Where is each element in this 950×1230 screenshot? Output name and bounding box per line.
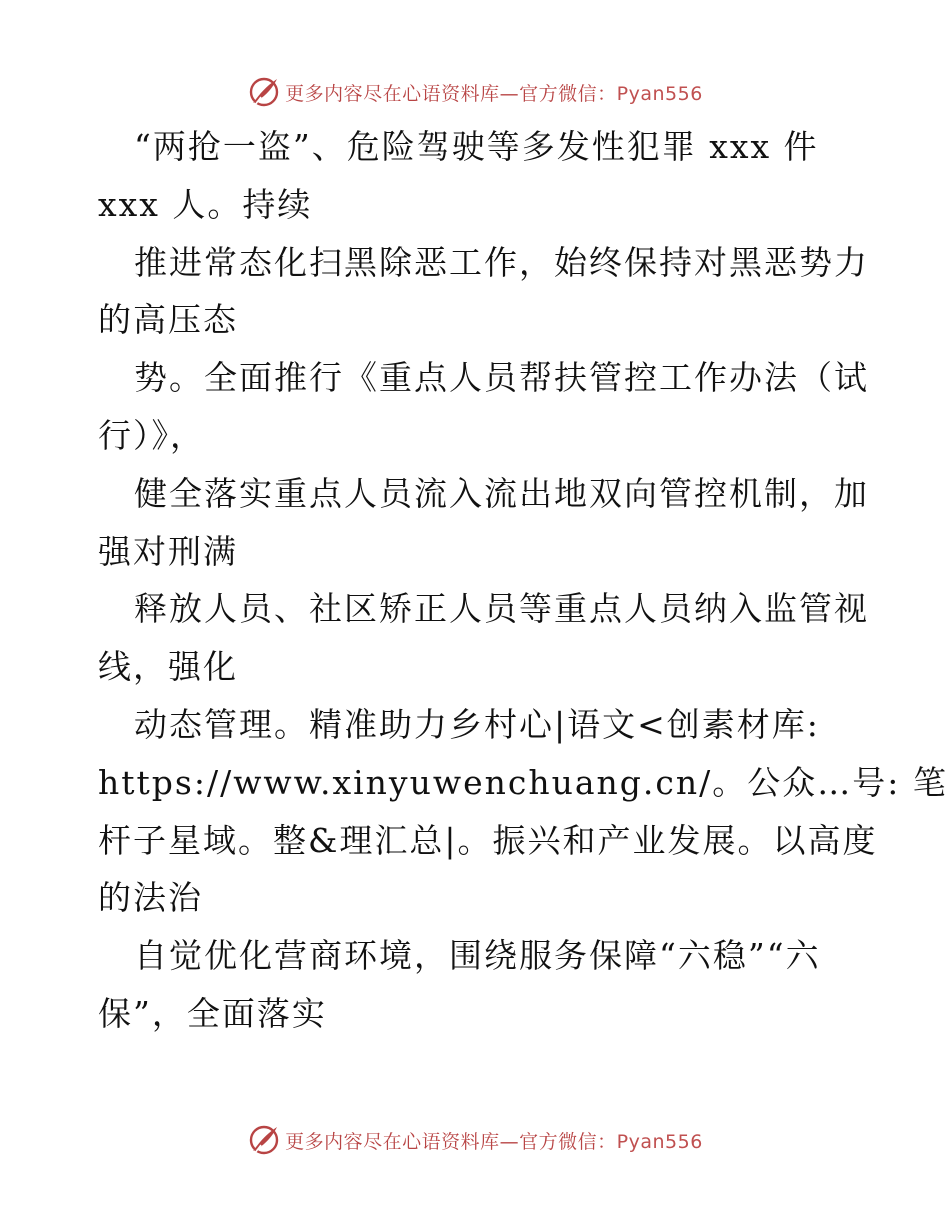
- body-line: 势。全面推行《重点人员帮扶管控工作办法（试: [134, 358, 869, 398]
- body-line: “两抢一盗”、危险驾驶等多发性犯罪 xxx 件: [134, 127, 819, 166]
- body-line: 线，强化: [98, 647, 238, 687]
- header-banner-cn: 更多内容尽在心语资料库—官方微信：: [285, 82, 617, 105]
- body-line: https://www.xinyuwenchuang.cn/。公众…号: 笔: [98, 762, 948, 802]
- header-banner: [0, 72, 950, 112]
- quill-logo-icon: [247, 75, 281, 109]
- footer-banner-text: [285, 1127, 703, 1154]
- header-banner-text: [285, 79, 703, 106]
- footer-banner: [0, 1120, 950, 1160]
- footer-banner-cn: 更多内容尽在心语资料库—官方微信：: [285, 1130, 617, 1153]
- quill-logo-icon: [247, 1123, 281, 1157]
- body-line: 释放人员、社区矫正人员等重点人员纳入监管视: [134, 589, 869, 629]
- body-line: 的高压态: [98, 300, 238, 340]
- body-line: 自觉优化营商环境，围绕服务保障“六稳”“六: [134, 936, 821, 976]
- body-line: 动态管理。精准助力乡村心|语文<创素材库:: [134, 704, 820, 744]
- body-line: 保”，全面落实: [98, 993, 327, 1033]
- body-line: 推进常态化扫黑除恶工作，始终保持对黑恶势力: [134, 242, 869, 282]
- body-line: 强对刑满: [98, 531, 238, 571]
- body-line: 健全落实重点人员流入流出地双向管控机制，加: [134, 473, 869, 513]
- document-body: [98, 118, 948, 1043]
- footer-banner-wechat-id: Pyan556: [616, 1130, 703, 1153]
- body-line: 杆子星域。整&理汇总|。振兴和产业发展。以高度: [98, 820, 878, 860]
- body-line: 行）》，: [98, 415, 205, 455]
- body-line: xxx 人。持续: [98, 184, 313, 224]
- body-line: 的法治: [98, 878, 203, 918]
- header-banner-wechat-id: Pyan556: [616, 82, 703, 105]
